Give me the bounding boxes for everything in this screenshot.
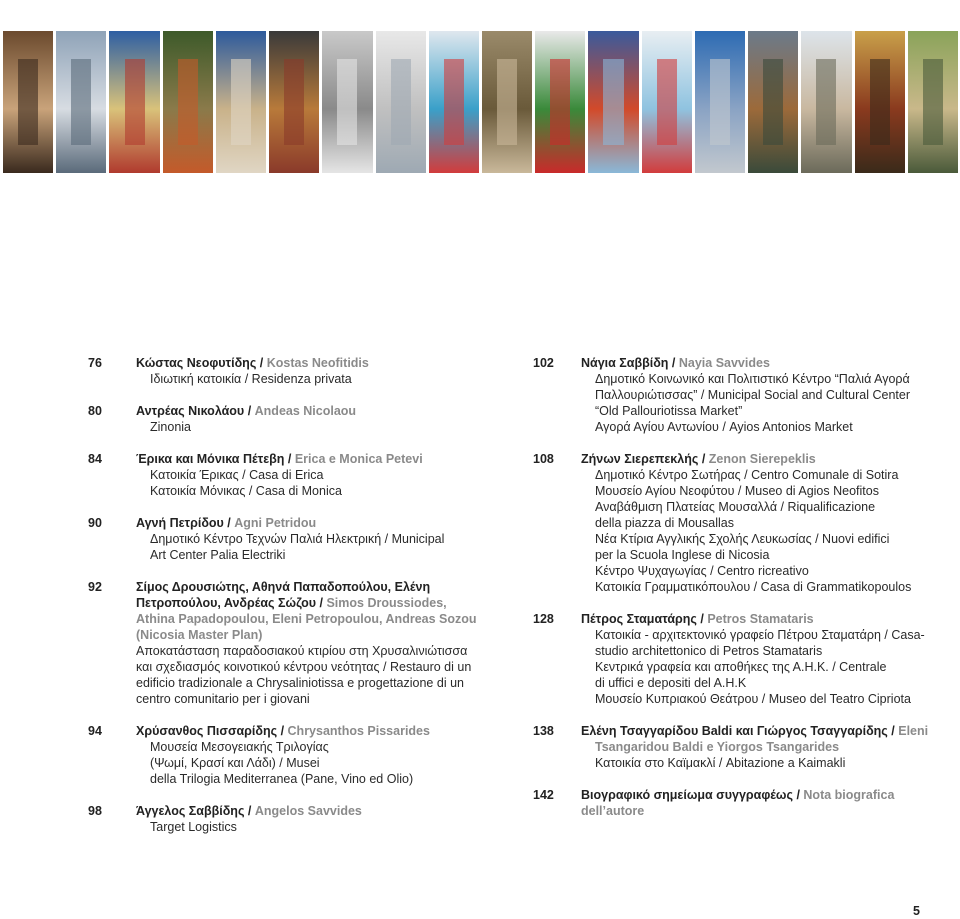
architecture-photo [269, 31, 319, 173]
page-ref: 108 [533, 452, 554, 466]
architecture-photo [748, 31, 798, 173]
toc-entry [88, 451, 508, 499]
work-title: Κατοικία Γραμματικόπουλου / Casa di Grammatikopoulos [595, 580, 912, 594]
author: Ζήνων Σιερεπεκλής / Zenon Sierepeklis [581, 452, 816, 466]
architecture-photo [801, 31, 851, 173]
author-latin: Eleni [898, 724, 929, 738]
architecture-photo [109, 31, 159, 173]
work-title: studio architettonico di Petros Stamataris [595, 644, 823, 658]
work-title: per la Scuola Inglese di Nicosia [595, 548, 770, 562]
author: Νάγια Σαββίδη / Nayia Savvides [581, 356, 770, 370]
page-ref: 138 [533, 724, 554, 738]
work-title: Zinonia [150, 420, 191, 434]
work-title: Αγορά Αγίου Αντωνίου / Ayios Antonios Market [595, 420, 853, 434]
author: Αντρέας Νικολάου / Andeas Nicolaou [136, 404, 357, 418]
architecture-photo [376, 31, 426, 173]
architecture-photo [429, 31, 479, 173]
work-title: Target Logistics [150, 820, 237, 834]
work-title: Κατοικία στο Καϊμακλί / Abitazione a Kaimakli [595, 756, 846, 770]
author [581, 803, 953, 819]
toc-entry [88, 579, 508, 707]
architecture-photo [695, 31, 745, 173]
work-title: Μουσείο Αγίου Νεοφύτου / Museo di Agios Neofitos [595, 484, 879, 498]
architecture-photo [163, 31, 213, 173]
work-title: Art Center Palia Electriki [150, 548, 286, 562]
author-latin: Nota biografica [803, 788, 895, 802]
work-title: di uffici e depositi del A.H.K [595, 676, 747, 690]
work-title: Ιδιωτική κατοικία / Residenza privata [150, 372, 352, 386]
page-number: 5 [913, 904, 920, 918]
author-latin: Agni Petridou [234, 516, 317, 530]
work-title: Νέα Κτίρια Αγγλικής Σχολής Λευκωσίας / Nuovi edifici [595, 532, 890, 546]
work-title: Αποκατάσταση παραδοσιακού κτιρίου στη Χρυσαλινιώτισσα [136, 644, 468, 658]
toc-entry [533, 451, 953, 595]
author-greek: Έρικα και Μόνικα Πέτεβη [136, 452, 285, 466]
author-greek: Αντρέας Νικολάου [136, 404, 245, 418]
page-ref: 92 [88, 580, 102, 594]
toc-entry [533, 611, 953, 707]
toc-entry [533, 355, 953, 435]
author-latin: Andeas Nicolaou [254, 404, 357, 418]
work-title: Αναβάθμιση Πλατείας Μουσαλλά / Riqualificazione [595, 500, 876, 514]
author-latin: (Nicosia Master Plan) [136, 628, 263, 642]
author-latin: Petros Stamataris [707, 612, 814, 626]
toc-entry [533, 787, 953, 819]
author-greek: Βιογραφικό σημείωμα συγγραφέως [581, 788, 793, 802]
author-latin: Nayia Savvides [678, 356, 770, 370]
work-title: Δημοτικό Κέντρο Τεχνών Παλιά Ηλεκτρική / Municipal [150, 532, 445, 546]
work-title: Μουσείο Κυπριακού Θεάτρου / Museo del Teatro Cipriota [595, 692, 911, 706]
author: Έρικα και Μόνικα Πέτεβη / Erica e Monica Petevi [136, 452, 423, 466]
work-title: della Trilogia Mediterranea (Pane, Vino ed Olio) [150, 772, 414, 786]
work-title: Κατοικία Μόνικας / Casa di Monica [150, 484, 342, 498]
toc-right-column [533, 355, 953, 835]
author-greek: Πέτρος Σταματάρης [581, 612, 697, 626]
toc-entry [88, 355, 508, 387]
author-greek: Άγγελος Σαββίδης [136, 804, 245, 818]
author-greek: Σίμος Δρουσιώτης, Αθηνά Παπαδοπούλου, Ελένη [136, 580, 431, 594]
toc-entry [88, 515, 508, 563]
architecture-photo [588, 31, 638, 173]
author-latin: Angelos Savvides [254, 804, 362, 818]
author-greek: Πετροπούλου, Ανδρέας Σώζου [136, 596, 317, 610]
author-greek: Κώστας Νεοφυτίδης [136, 356, 257, 370]
author-latin: Zenon Sierepeklis [708, 452, 816, 466]
architecture-photo [535, 31, 585, 173]
page-ref: 102 [533, 356, 554, 370]
author: Χρύσανθος Πισσαρίδης / Chrysanthos Pissarides [136, 724, 430, 738]
page-ref: 76 [88, 356, 102, 370]
work-title: (Ψωμί, Κρασί και Λάδι) / Musei [150, 756, 320, 770]
author: Κώστας Νεοφυτίδης / Kostas Neofitidis [136, 356, 369, 370]
architecture-photo [482, 31, 532, 173]
author: Πέτρος Σταματάρης / Petros Stamataris [581, 612, 814, 626]
page-ref: 142 [533, 788, 554, 802]
photo-strip [3, 31, 958, 173]
work-title: Κατοικία Έρικας / Casa di Erica [150, 468, 324, 482]
author-greek: Ελένη Τσαγγαρίδου Baldi και Γιώργος Τσαγγαρίδης [581, 724, 888, 738]
work-title: Δημοτικό Κέντρο Σωτήρας / Centro Comunale di Sotira [595, 468, 899, 482]
toc-entry [88, 803, 508, 835]
author-greek: Νάγια Σαββίδη [581, 356, 669, 370]
work-title: Κεντρικά γραφεία και αποθήκες της Α.Η.Κ. / Centrale [595, 660, 887, 674]
work-title: Κέντρο Ψυχαγωγίας / Centro ricreativo [595, 564, 809, 578]
architecture-photo [322, 31, 372, 173]
work-title: Παλλουριώτισσας” / Municipal Social and Cultural Center [595, 388, 910, 402]
work-title: Μουσεία Μεσογειακής Τριλογίας [150, 740, 329, 754]
author: Αγνή Πετρίδου / Agni Petridou [136, 516, 317, 530]
author-latin: Simos Droussiodes, [326, 596, 447, 610]
toc-entry [88, 723, 508, 787]
page-ref: 128 [533, 612, 554, 626]
work-title: centro comunitario per i giovani [136, 692, 310, 706]
architecture-photo [642, 31, 692, 173]
architecture-photo [3, 31, 53, 173]
work-title: Δημοτικό Κοινωνικό και Πολιτιστικό Κέντρο “Παλιά Αγορά [595, 372, 910, 386]
page-ref: 98 [88, 804, 102, 818]
author-greek: Ζήνων Σιερεπεκλής [581, 452, 699, 466]
work-title: “Old Pallouriotissa Market” [595, 404, 743, 418]
author-latin: dell’autore [581, 804, 645, 818]
page-ref: 94 [88, 724, 102, 738]
toc-left-column [88, 355, 508, 851]
work-title: edificio tradizionale a Chrysaliniotissa e progettazione di un [136, 676, 464, 690]
author-latin: Chrysanthos Pissarides [287, 724, 430, 738]
toc-entry [533, 723, 953, 771]
author-greek: Αγνή Πετρίδου [136, 516, 224, 530]
author-latin: Kostas Neofitidis [266, 356, 369, 370]
author-latin: Tsangaridou Baldi e Yiorgos Tsangarides [595, 740, 840, 754]
architecture-photo [908, 31, 958, 173]
work-title: και σχεδιασμός κοινοτικού κέντρου νεότητας / Restauro di un [136, 660, 472, 674]
work-title: Κατοικία - αρχιτεκτονικό γραφείο Πέτρου Σταματάρη / Casa- [595, 628, 925, 642]
architecture-photo [855, 31, 905, 173]
author-latin: Erica e Monica Petevi [294, 452, 423, 466]
page-ref: 80 [88, 404, 102, 418]
work-title: della piazza di Mousallas [595, 516, 734, 530]
author: Σίμος Δρουσιώτης, Αθηνά Παπαδοπούλου, Ελένη Πετροπούλου, Ανδρέας Σώζου / Simos Droussiodes, Athina Papadopoulou, Eleni Petropoulou, Andreas Sozou (Nicosia Master Plan) [136, 579, 508, 643]
architecture-photo [56, 31, 106, 173]
author: Άγγελος Σαββίδης / Angelos Savvides [136, 804, 362, 818]
author-latin: Athina Papadopoulou, Eleni Petropoulou, Andreas Sozou [136, 612, 477, 626]
author [581, 739, 953, 755]
page-ref: 84 [88, 452, 102, 466]
author: Ελένη Τσαγγαρίδου Baldi και Γιώργος Τσαγγαρίδης / Eleni [581, 724, 929, 738]
author-greek: Χρύσανθος Πισσαρίδης [136, 724, 278, 738]
page-ref: 90 [88, 516, 102, 530]
architecture-photo [216, 31, 266, 173]
toc-entry [88, 403, 508, 435]
author: Βιογραφικό σημείωμα συγγραφέως / Nota biografica [581, 788, 895, 802]
